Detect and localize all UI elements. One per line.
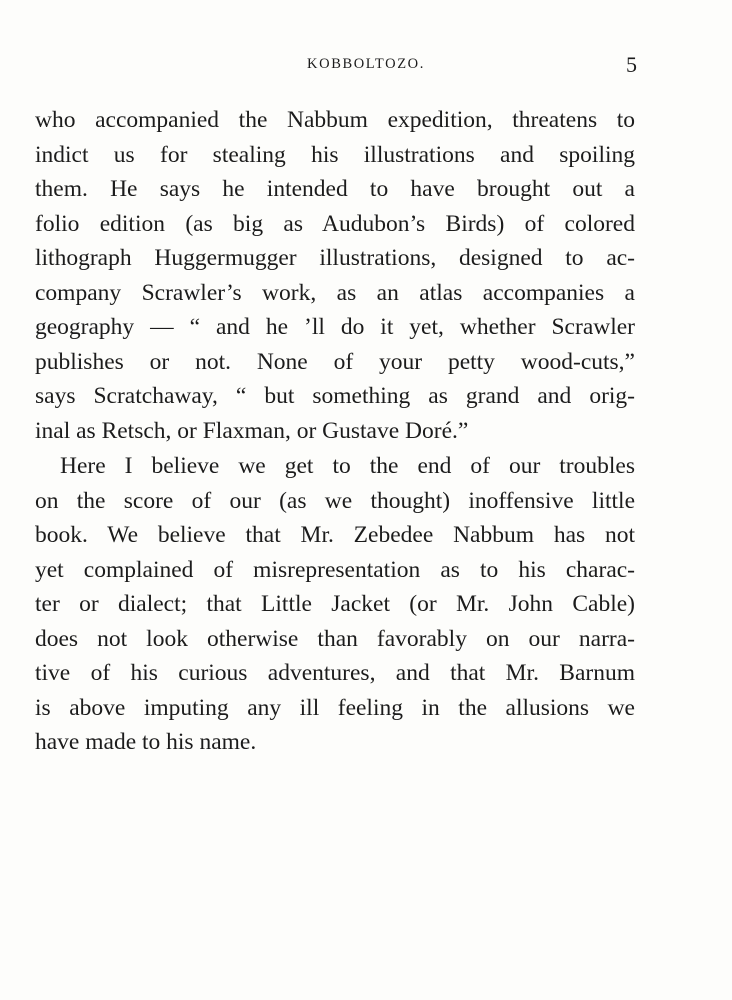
text-line: tive of his curious adventures, and that Mr. Barnum [35,660,635,686]
text-line: lithograph Huggermugger illustrations, designed to ac- [35,245,635,271]
text-line: book. We believe that Mr. Zebedee Nabbum has not [35,522,635,548]
body-text [35,103,635,760]
paragraph-2 [35,449,635,760]
text-line: says Scratchaway, “ but something as grand and orig- [35,383,635,409]
page-number: 5 [626,52,637,77]
text-line: publishes or not. None of your petty wood-cuts,” [35,348,635,375]
running-head [0,54,732,78]
text-line: have made to his name. [35,729,257,755]
text-line: folio edition (as big as Audubon’s Birds) of colored [35,210,635,237]
paragraph-1 [35,103,635,448]
text-line: indict us for stealing his illustrations and spoiling [35,141,635,168]
text-line: inal as Retsch, or Flaxman, or Gustave Doré.” [35,417,469,444]
text-line: ter or dialect; that Little Jacket (or Mr. John Cable) [35,591,635,617]
text-line: Here I believe we get to the end of our troubles [60,453,635,479]
text-line: who accompanied the Nabbum expedition, threatens to [35,107,635,133]
text-line: company Scrawler’s work, as an atlas accompanies a [35,279,635,306]
text-line: is above imputing any ill feeling in the allusions we [35,694,635,721]
text-line: on the score of our (as we thought) inoffensive little [35,487,635,514]
running-title: KOBBOLTOZO. [307,56,425,72]
text-line: them. He says he intended to have brought out a [35,176,635,202]
text-line: geography — “ and he ’ll do it yet, whether Scrawler [35,314,635,340]
text-line: yet complained of misrepresentation as to his charac- [35,556,635,583]
text-line: does not look otherwise than favorably on our narra- [35,625,635,652]
